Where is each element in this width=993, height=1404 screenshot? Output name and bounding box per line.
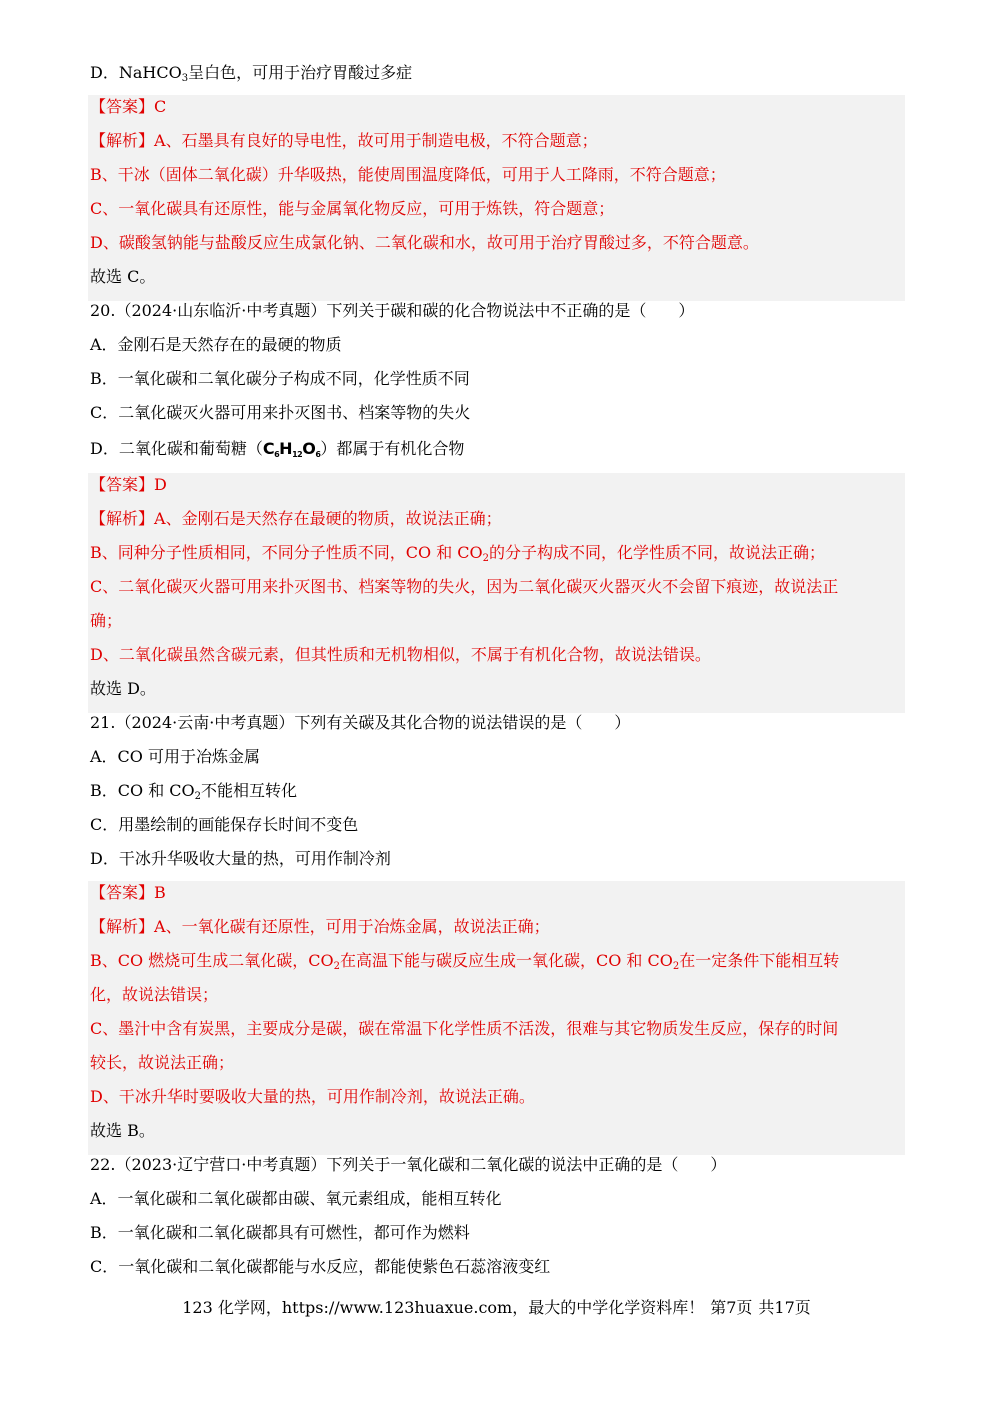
analysis-tag: 【解析】 [90,509,155,528]
q20-analysis-b [90,543,825,563]
q21-option-b-sub: 2 [194,791,202,802]
formula-c: C [262,439,275,458]
q20-option-c: C．二氧化碳灭火器可用来扑灭图书、档案等物的失火 [90,403,471,422]
q21-option-b [90,781,297,801]
formula-o-sub: 6 [315,450,321,459]
q21-analysis-b-2: 化，故说法错误； [90,985,219,1004]
q22-option-c: C．一氧化碳和二氧化碳都能与水反应，都能使紫色石蕊溶液变红 [90,1257,551,1276]
q19-analysis-d: D、碳酸氢钠能与盐酸反应生成氯化钠、二氧化碳和水，故可用于治疗胃酸过多，不符合题意。 [90,233,759,252]
answer-tag: 【答案】 [90,475,155,494]
q19-answer [90,97,166,117]
q21-conclusion: 故选 B。 [90,1121,155,1140]
page-footer [0,1297,993,1319]
q19-option-d-sub: 3 [181,73,189,84]
q21-analysis-c-2: 较长，故说法正确； [90,1053,235,1072]
q21-answer [90,883,166,903]
q21-option-d: D．干冰升华吸收大量的热，可用作制冷剂 [90,849,391,868]
answer-tag: 【答案】 [90,97,155,116]
q19-option-d-prefix: D．NaHCO [90,63,182,82]
q22-option-b: B．一氧化碳和二氧化碳都具有可燃性，都可作为燃料 [90,1223,470,1242]
q19-option-d [90,63,412,83]
q19-analysis-b: B、干冰（固体二氧化碳）升华吸热，能使周围温度降低，可用于人工降雨，不符合题意； [90,165,726,184]
q20-analysis-c-1: C、二氧化碳灭火器可用来扑灭图书、档案等物的失火，因为二氧化碳灭火器灭火不会留下痕迹，故说法正 [90,577,839,596]
q20-analysis-a [90,509,502,529]
formula-c-sub: 6 [274,450,280,459]
q21-option-c: C．用墨绘制的画能保存长时间不变色 [90,815,359,834]
analysis-text: 的分子构成不同，化学性质不同，故说法正确； [489,543,826,562]
analysis-text: 在高温下能与碳反应生成一氧化碳，CO 和 CO [339,951,673,970]
q21-analysis-d: D、干冰升华时要吸收大量的热，可用作制冷剂，故说法正确。 [90,1087,535,1106]
q19-conclusion: 故选 C。 [90,267,156,286]
q20-answer [90,475,167,495]
q21-stem: 21.（2024·云南·中考真题）下列有关碳及其化合物的说法错误的是（ ） [90,713,631,732]
q19-option-d-suffix: 呈白色，可用于治疗胃酸过多症 [188,63,413,82]
analysis-sub: 2 [482,553,490,564]
analysis-tag: 【解析】 [90,131,155,150]
analysis-sub: 2 [333,961,340,972]
analysis-text: B、同种分子性质相同，不同分子性质不同，CO 和 CO [90,543,483,562]
q21-option-b-suffix: 不能相互转化 [201,781,298,800]
formula-h-sub: 12 [292,450,303,459]
formula-h: H [279,439,293,458]
q21-analysis-a [90,917,550,937]
analysis-tag: 【解析】 [90,917,155,936]
answer-value: D [154,475,167,494]
q20-stem: 20.（2024·山东临沂·中考真题）下列关于碳和碳的化合物说法中不正确的是（ ） [90,301,695,320]
q20-conclusion: 故选 D。 [90,679,156,698]
q20-option-a: A．金刚石是天然存在的最硬的物质 [90,335,342,354]
analysis-text: B、CO 燃烧可生成二氧化碳，CO [90,951,334,970]
analysis-sub: 2 [672,961,680,972]
analysis-text: A、石墨具有良好的导电性，故可用于制造电极，不符合题意； [154,131,598,150]
q20-option-d-suffix: ）都属于有机化合物 [320,439,465,458]
answer-value: C [154,97,167,116]
analysis-text: A、金刚石是天然存在最硬的物质，故说法正确； [154,509,502,528]
q19-analysis-a [90,131,598,151]
q20-option-b: B．一氧化碳和二氧化碳分子构成不同，化学性质不同 [90,369,470,388]
answer-value: B [154,883,166,902]
q20-option-d [90,439,464,459]
footer-site-text: 123 化学网，https://www.123huaxue.com，最大的中学化学资料库！ [182,1298,705,1317]
footer-total-pages: 共17页 [758,1298,811,1317]
q21-analysis-c-1: C、墨汁中含有炭黑，主要成分是碳，碳在常温下化学性质不活泼，很难与其它物质发生反应，保存的时间 [90,1019,839,1038]
formula-o: O [302,439,316,458]
q22-stem: 22.（2023·辽宁营口·中考真题）下列关于一氧化碳和二氧化碳的说法中正确的是（ ） [90,1155,727,1174]
analysis-text: 在一定条件下能相互转 [679,951,840,970]
q22-option-a: A．一氧化碳和二氧化碳都由碳、氧元素组成，能相互转化 [90,1189,502,1208]
footer-page-number: 第7页 [710,1298,753,1317]
answer-tag: 【答案】 [90,883,155,902]
q20-option-d-prefix: D．二氧化碳和葡萄糖（ [90,439,263,458]
q19-answer-block [88,95,905,301]
q20-analysis-c-2: 确； [90,611,123,630]
analysis-text: A、一氧化碳有还原性，可用于冶炼金属，故说法正确； [154,917,550,936]
q21-analysis-b-1 [90,951,839,971]
q20-analysis-d: D、二氧化碳虽然含碳元素，但其性质和无机物相似，不属于有机化合物，故说法错误。 [90,645,711,664]
q21-option-a: A．CO 可用于冶炼金属 [90,747,261,766]
q19-analysis-c: C、一氧化碳具有还原性，能与金属氧化物反应，可用于炼铁，符合题意； [90,199,615,218]
glucose-formula [263,439,321,458]
q21-option-b-prefix: B．CO 和 CO [90,781,195,800]
